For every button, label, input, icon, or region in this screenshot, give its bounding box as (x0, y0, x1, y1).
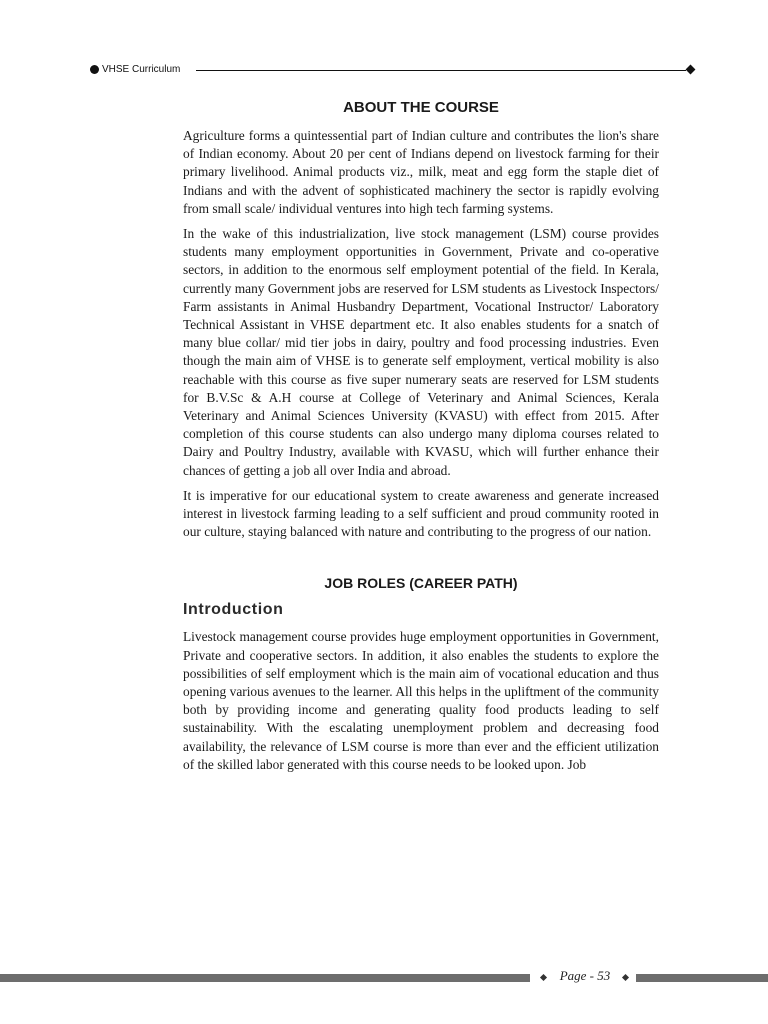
header-label: VHSE Curriculum (102, 64, 181, 75)
footer-diamond-left-icon (540, 974, 547, 981)
header-diamond-icon (686, 65, 696, 75)
footer-bar-right (636, 974, 768, 982)
header-bullet-icon (90, 65, 99, 74)
about-paragraph-3: It is imperative for our educational system to create awareness and generate increased interest in livestock farming leading to a self sufficient and proud community rooted in our culture, staying balanced with nature and contributing to the progress of our nation. (183, 487, 659, 540)
running-header (90, 63, 694, 77)
about-paragraph-1: Agriculture forms a quintessential part of Indian culture and contributes the lion's share of Indian economy. About 20 per cent of Indians depend on livestock farming for their primary livelihood. Animal products viz., milk, meat and egg form the staple diet of Indians and with the advent of sophisticated machinery the sector is rapidly evolving from small scale/ individual ventures into high tech farming systems. (183, 128, 659, 216)
job-roles-title: JOB ROLES (CAREER PATH) (324, 575, 518, 592)
page-body (183, 96, 659, 774)
introduction-heading: Introduction (183, 601, 284, 619)
page-footer (0, 968, 768, 984)
introduction-paragraph: Livestock management course provides huge employment opportunities in Government, Private and cooperative sectors. In addition, it also enables the students to explore the possibilities of self employment which is the main aim of vocational education and thus opening various avenues to the learner. All this helps in the upliftment of the community both by providing income and generating quality food products leading to self sustainability. With the escalating unemployment problem and decreasing food availability, the relevance of LSM course is more than ever and the efficient utilization of the skilled labor generated with this course needs to be looked upon. Job (183, 629, 659, 772)
about-course-title: ABOUT THE COURSE (343, 99, 499, 116)
header-rule (196, 70, 686, 71)
page-number: Page - 53 (559, 968, 611, 983)
footer-diamond-right-icon (622, 974, 629, 981)
footer-bar-left (0, 974, 530, 982)
about-paragraph-2: In the wake of this industrialization, live stock management (LSM) course provides students many employment opportunities in Government, Private and co-operative sectors, in addition to the enormous self employment potential of the field. In Kerala, currently many Government jobs are reserved for LSM students as Livestock Inspectors/ Farm assistants in Animal Husbandry Department, Vocational Instructor/ Laboratory Technical Assistant in VHSE department etc. It also enables students for a snatch of many blue collar/ mid tier jobs in dairy, poultry and food processing industries. Even though the main aim of VHSE is to generate self employment, vertical mobility is also reachable with this course as five super numerary seats are reserved for LSM students for B.V.Sc & A.H course at College of Veterinary and Animal Sciences, Kerala Veterinary and Animal Sciences University (KVASU) with effect from 2015. After completion of this course students can also undergo many diploma courses related to Dairy and Poultry Industry, available with KVASU, which will further enhance their chances of getting a job all over India and abroad. (183, 226, 659, 478)
